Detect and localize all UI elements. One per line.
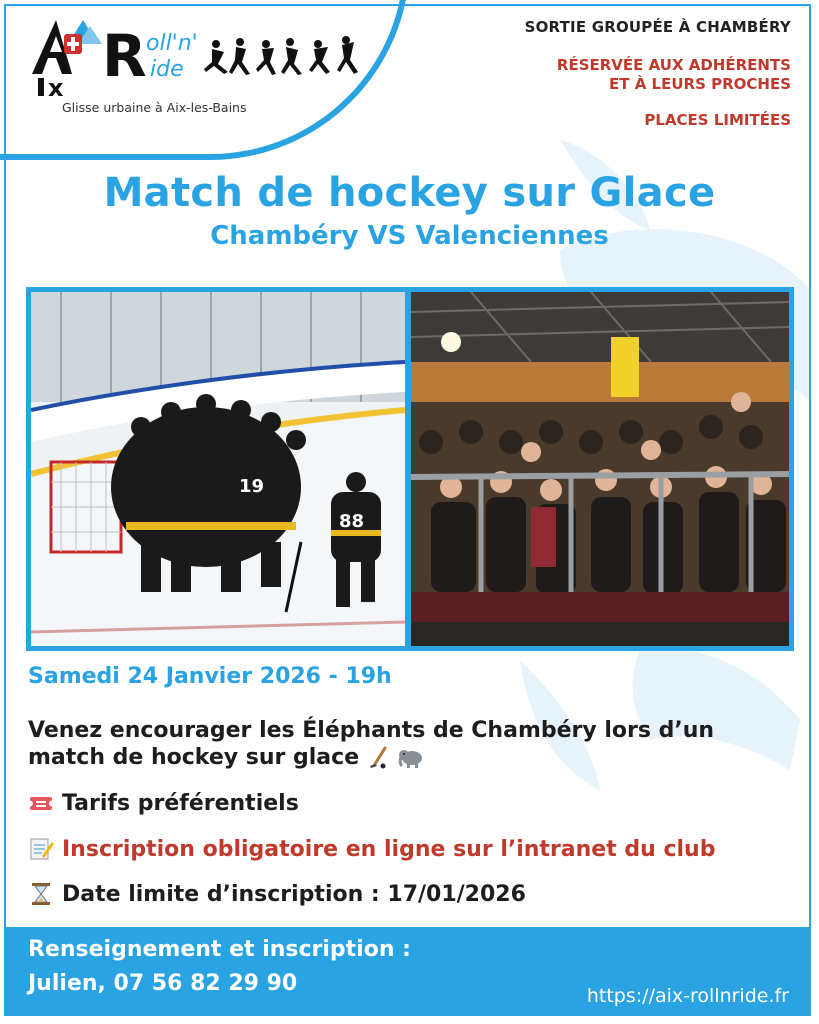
memo-icon xyxy=(28,836,54,862)
page-subtitle: Chambéry VS Valenciennes xyxy=(210,221,609,251)
club-logo xyxy=(28,14,368,100)
event-info-header xyxy=(451,18,791,129)
skater-silhouettes xyxy=(204,36,358,75)
svg-text:88: 88 xyxy=(339,511,365,532)
event-intro-text: Venez encourager les Éléphants de Chambéry lors d’un match de hockey sur glace xyxy=(28,718,715,770)
tarifs-item xyxy=(28,790,299,816)
photo-strip xyxy=(26,287,794,651)
hockey-team-photo xyxy=(31,292,405,646)
event-date: Samedi 24 Janvier 2026 - 19h xyxy=(28,664,392,689)
footer-banner xyxy=(4,927,811,1016)
hourglass-icon xyxy=(28,881,54,907)
contact-phone: Julien, 07 56 82 29 90 xyxy=(28,971,298,996)
logo-ride-text: ide xyxy=(150,57,184,82)
svg-text:R: R xyxy=(102,22,147,90)
ticket-icon xyxy=(28,790,54,816)
hockey-stick-icon xyxy=(367,746,391,770)
logo-tagline: Glisse urbaine à Aix-les-Bains xyxy=(62,100,247,115)
elephant-icon xyxy=(398,746,424,770)
svg-text:19: 19 xyxy=(239,476,265,497)
deadline-item xyxy=(28,881,526,907)
contact-heading: Renseignement et inscription : xyxy=(28,937,411,962)
limited-places-label: PLACES LIMITÉES xyxy=(644,111,791,129)
deadline-text: Date limite d’inscription : 17/01/2026 xyxy=(62,881,526,907)
group-outing-label: SORTIE GROUPÉE À CHAMBÉRY xyxy=(524,18,791,36)
website-link[interactable]: https://aix-rollnride.fr xyxy=(586,985,789,1007)
svg-text:x: x xyxy=(48,74,64,100)
event-intro xyxy=(28,717,748,771)
tarifs-text: Tarifs préférentiels xyxy=(62,790,299,816)
supporters-stands-photo xyxy=(411,292,789,646)
inscription-text: Inscription obligatoire en ligne sur l’intranet du club xyxy=(62,836,716,862)
members-only-label: RÉSERVÉE AUX ADHÉRENTS ET À LEURS PROCHES xyxy=(556,56,791,93)
logo-roll-text: oll'n' xyxy=(146,31,198,56)
inscription-item xyxy=(28,836,715,862)
page-title: Match de hockey sur Glace xyxy=(103,170,716,216)
